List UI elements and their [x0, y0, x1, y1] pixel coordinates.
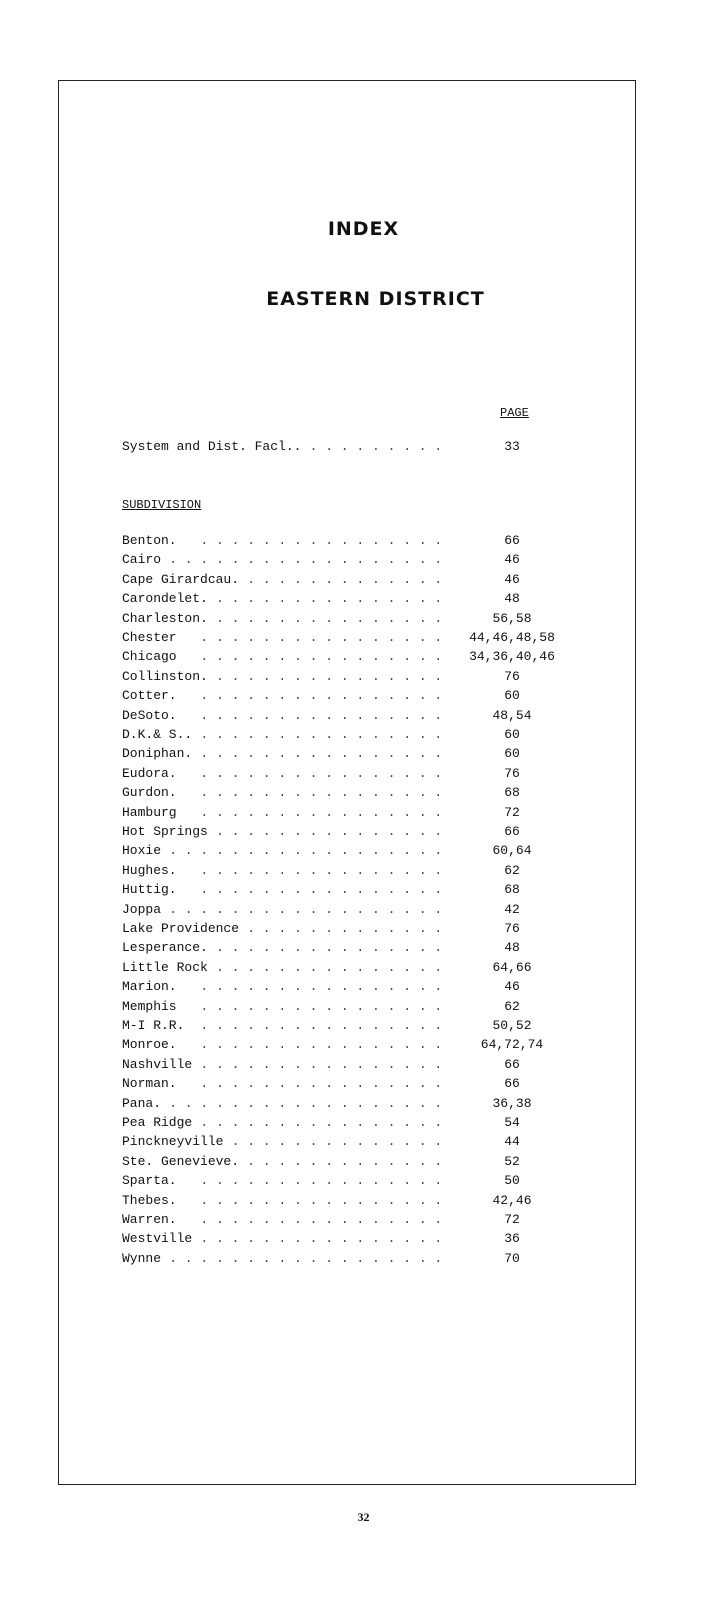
list-item	[122, 707, 572, 725]
dot-leader: . . . . . . . . . . . . . . . . . .	[169, 552, 443, 568]
dot-leader: . . . . . . . . . . . . . . . .	[200, 1076, 443, 1092]
entry-name: Monroe.	[122, 1037, 177, 1053]
dot-leader: . . . . . . . . . . . . . . . .	[200, 630, 443, 645]
entry-pages: 44	[504, 1134, 520, 1150]
entry-pages: 66	[504, 533, 520, 548]
entry-name: Cape Girardcau.	[122, 571, 240, 587]
entry-name: Pana.	[122, 1095, 162, 1111]
entry-name: Gurdon.	[122, 785, 177, 801]
dot-leader: . . . . . . . . . . . . .	[247, 1153, 443, 1169]
entry-pages: 42	[504, 901, 520, 917]
entry-name: Pea Ridge	[122, 1115, 193, 1130]
entry-pages: 34,36,40,46	[469, 649, 555, 665]
list-item	[122, 1250, 572, 1268]
dot-leader: . . . . . . . . . . . . . . . .	[200, 707, 443, 723]
dot-leader: . . . . . . . . . . . . . . . .	[200, 746, 443, 762]
entry-pages: 56,58	[492, 610, 532, 626]
entry-pages: 66	[504, 1056, 520, 1072]
dot-leader: . . . . . . . . . . . . .	[247, 921, 443, 936]
entry-name: Westville	[122, 1231, 193, 1247]
entry-pages: 48,54	[492, 707, 532, 723]
entry-name: M-I R.R.	[122, 1018, 185, 1033]
dot-leader: . . . . . . . . . . . . . . . .	[200, 688, 443, 704]
dot-leader: . . . . . . . . . . . . . . . .	[200, 1231, 443, 1247]
entry-name: Hoxie	[122, 843, 162, 859]
entry-pages: 60,64	[492, 843, 532, 859]
entry-pages: 66	[504, 824, 520, 839]
list-item	[122, 1095, 572, 1113]
entry-name: Marion.	[122, 979, 177, 995]
list-item	[122, 687, 572, 705]
list-item	[122, 532, 572, 550]
entry-name: Lake Providence	[122, 921, 240, 936]
list-item	[122, 1211, 572, 1229]
list-item	[122, 1192, 572, 1210]
entry-pages: 62	[504, 862, 520, 878]
entry-pages: 46	[504, 571, 520, 587]
entry-pages: 72	[504, 804, 520, 820]
district-title: EASTERN DISTRICT	[266, 288, 485, 310]
entry-name: Little Rock	[122, 959, 208, 975]
entry-pages: 36	[504, 1231, 520, 1247]
entry-pages: 60	[504, 746, 520, 762]
list-item	[122, 1017, 572, 1035]
dot-leader: . . . . . . . . . . . . . . . .	[200, 979, 443, 995]
entry-name: Pinckneyville	[122, 1134, 224, 1150]
dot-leader: . . . . . . . . . . . . . . . .	[200, 882, 443, 898]
entry-name: D.K.& S..	[122, 727, 193, 742]
dot-leader: . . . . . . . . . . . . . . . .	[200, 1018, 443, 1033]
list-item	[122, 745, 572, 763]
list-item	[122, 784, 572, 802]
entry-name: Lesperance.	[122, 940, 208, 956]
entry-pages: 68	[504, 785, 520, 801]
entry-name: Chester	[122, 630, 177, 645]
entry-pages: 50,52	[492, 1018, 532, 1033]
list-item	[122, 610, 572, 628]
dot-leader: . . . . . . . . . . . . . . . .	[200, 1173, 443, 1189]
entry-pages: 64,72,74	[480, 1037, 544, 1053]
entry-pages: 46	[504, 979, 520, 995]
dot-leader: . . . . . . . . . . . . . . . .	[200, 1192, 443, 1208]
list-item	[122, 842, 572, 860]
entry-name: Hot Springs	[122, 824, 208, 839]
list-item	[122, 959, 572, 977]
entry-pages: 54	[504, 1115, 520, 1130]
entry-name: Doniphan.	[122, 746, 193, 762]
dot-leader: . . . . . . . . . . . . . . .	[216, 959, 443, 975]
list-item	[122, 571, 572, 589]
dot-leader: . . . . . . . . . . . . . . . .	[200, 1037, 443, 1053]
entry-name: Huttig.	[122, 882, 177, 898]
entry-name: Collinston.	[122, 668, 208, 684]
entry-pages: 76	[504, 921, 520, 936]
entry-name: Benton.	[122, 533, 177, 548]
list-item	[122, 1036, 572, 1054]
list-item	[122, 901, 572, 919]
entry-pages: 44,46,48,58	[469, 630, 555, 645]
list-item	[122, 1114, 572, 1132]
dot-leader: . . . . . . . . . . . . . . .	[216, 824, 443, 839]
entry-name: Sparta.	[122, 1173, 177, 1189]
dot-leader: . . . . . . . . . . . . . . . .	[200, 727, 443, 742]
list-item	[122, 590, 572, 608]
system-entry-label: System and Dist. Facl..	[122, 439, 302, 454]
dot-leader: . . . . . . . . . . . . . . . .	[200, 649, 443, 665]
entry-name: Cairo	[122, 552, 162, 568]
list-item	[122, 726, 572, 744]
list-item	[122, 998, 572, 1016]
system-entry-pages: 33	[504, 439, 520, 454]
list-item	[122, 629, 572, 647]
entry-name: Chicago	[122, 649, 177, 665]
dot-leader: . . . . . . . . . . . . .	[247, 571, 443, 587]
entry-pages: 42,46	[492, 1192, 532, 1208]
list-item	[122, 804, 572, 822]
entry-name: Norman.	[122, 1076, 177, 1092]
entry-name: Warren.	[122, 1212, 177, 1227]
entry-name: Nashville	[122, 1056, 193, 1072]
entry-pages: 52	[504, 1153, 520, 1169]
index-title: INDEX	[327, 218, 400, 240]
list-item	[122, 1230, 572, 1248]
entry-name: Eudora.	[122, 765, 177, 781]
list-item	[122, 765, 572, 783]
list-item	[122, 823, 572, 841]
entry-pages: 46	[504, 552, 520, 568]
entry-pages: 36,38	[492, 1095, 532, 1111]
dot-leader: . . . . . . . . .	[309, 439, 443, 454]
dot-leader: . . . . . . . . . . . . . . .	[216, 940, 443, 956]
entry-pages: 68	[504, 882, 520, 898]
list-item	[122, 881, 572, 899]
entry-pages: 76	[504, 765, 520, 781]
dot-leader: . . . . . . . . . . . . . . . .	[200, 862, 443, 878]
entry-pages: 60	[504, 727, 520, 742]
dot-leader: . . . . . . . . . . . . . . . . . .	[169, 1095, 443, 1111]
entry-name: Hughes.	[122, 862, 177, 878]
dot-leader: . . . . . . . . . . . . . . . . . .	[169, 901, 443, 917]
entry-pages: 48	[504, 591, 520, 607]
entry-name: Cotter.	[122, 688, 177, 704]
entry-name: Memphis	[122, 998, 177, 1014]
list-item	[122, 920, 572, 938]
entry-pages: 64,66	[492, 959, 532, 975]
dot-leader: . . . . . . . . . . . . . . .	[216, 591, 443, 607]
list-item	[122, 648, 572, 666]
entry-pages: 48	[504, 940, 520, 956]
entry-pages: 76	[504, 668, 520, 684]
footer-page-number: 32	[357, 1510, 370, 1524]
entry-pages: 70	[504, 1250, 520, 1266]
dot-leader: . . . . . . . . . . . . . . . . . .	[169, 843, 443, 859]
dot-leader: . . . . . . . . . . . . . . . .	[200, 765, 443, 781]
dot-leader: . . . . . . . . . . . . . . . . . .	[169, 1250, 443, 1266]
list-item	[122, 978, 572, 996]
dot-leader: . . . . . . . . . . . . . . . .	[200, 1212, 443, 1227]
dot-leader: . . . . . . . . . . . . . .	[231, 1134, 443, 1150]
list-item	[122, 1172, 572, 1190]
entry-name: Ste. Genevieve.	[122, 1153, 240, 1169]
subdivision-header: SUBDIVISION	[122, 498, 202, 512]
dot-leader: . . . . . . . . . . . . . . . .	[200, 533, 443, 548]
entry-name: Wynne	[122, 1250, 162, 1266]
entry-pages: 72	[504, 1212, 520, 1227]
system-entry-row	[122, 438, 572, 456]
dot-leader: . . . . . . . . . . . . . . .	[216, 668, 443, 684]
dot-leader: . . . . . . . . . . . . . . . .	[200, 1115, 443, 1130]
list-item	[122, 1056, 572, 1074]
list-item	[122, 1075, 572, 1093]
entry-name: Thebes.	[122, 1192, 177, 1208]
entry-pages: 66	[504, 1076, 520, 1092]
dot-leader: . . . . . . . . . . . . . . . .	[200, 785, 443, 801]
list-item	[122, 862, 572, 880]
dot-leader: . . . . . . . . . . . . . . .	[216, 610, 443, 626]
list-item	[122, 1153, 572, 1171]
entry-name: DeSoto.	[122, 707, 177, 723]
list-item	[122, 668, 572, 686]
page-column-header: PAGE	[500, 406, 529, 420]
list-item	[122, 551, 572, 569]
dot-leader: . . . . . . . . . . . . . . . .	[200, 804, 443, 820]
entry-name: Hamburg	[122, 804, 177, 820]
list-item	[122, 1133, 572, 1151]
entry-name: Joppa	[122, 901, 162, 917]
entry-pages: 62	[504, 998, 520, 1014]
entry-name: Carondelet.	[122, 591, 208, 607]
entry-name: Charleston.	[122, 610, 208, 626]
dot-leader: . . . . . . . . . . . . . . . .	[200, 998, 443, 1014]
dot-leader: . . . . . . . . . . . . . . . .	[200, 1056, 443, 1072]
entry-pages: 60	[504, 688, 520, 704]
entry-pages: 50	[504, 1173, 520, 1189]
list-item	[122, 939, 572, 957]
